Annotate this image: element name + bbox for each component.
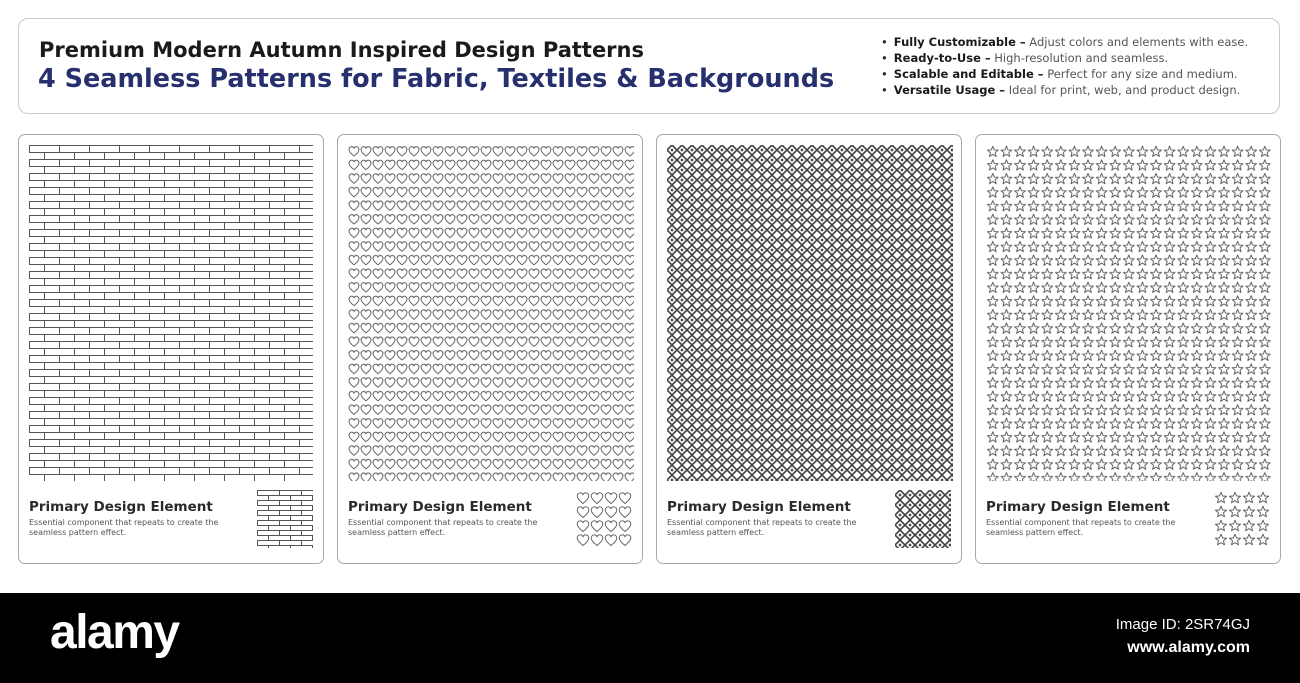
brand-logo: alamy <box>50 606 179 659</box>
diamond-lattice-pattern <box>667 145 953 481</box>
brick-pattern <box>29 145 313 481</box>
page-subtitle: 4 Seamless Patterns for Fabric, Textiles & Backgrounds <box>38 64 835 94</box>
diamond-motif-sample <box>895 490 951 548</box>
bullet-icon: • <box>881 35 888 49</box>
bullet-icon: • <box>881 83 888 97</box>
feature-text: Perfect for any size and medium. <box>1043 67 1238 81</box>
feature-list <box>881 34 1248 98</box>
feature-label: Ready-to-Use – <box>893 51 991 65</box>
pattern-card-heart[interactable] <box>337 134 643 564</box>
card-title: Primary Design Element <box>348 499 532 515</box>
feature-text: Ideal for print, web, and product design. <box>1005 83 1241 97</box>
pattern-card-brick[interactable] <box>18 134 324 564</box>
card-description: Essential component that repeats to create the seamless pattern effect. <box>986 518 1176 537</box>
card-title: Primary Design Element <box>986 499 1170 515</box>
brick-motif-sample <box>257 490 313 548</box>
feature-item <box>881 82 1248 98</box>
pattern-card-star[interactable] <box>975 134 1281 564</box>
feature-label: Fully Customizable – <box>893 35 1026 49</box>
card-description: Essential component that repeats to create the seamless pattern effect. <box>348 518 538 537</box>
watermark-footer <box>0 593 1300 683</box>
card-title: Primary Design Element <box>667 499 851 515</box>
pattern-card-diamond[interactable] <box>656 134 962 564</box>
bullet-icon: • <box>881 67 888 81</box>
star-motif-sample <box>1214 491 1270 547</box>
heart-pattern <box>348 145 634 481</box>
feature-label: Scalable and Editable – <box>893 67 1044 81</box>
feature-item <box>881 50 1248 66</box>
feature-text: Adjust colors and elements with ease. <box>1025 35 1249 49</box>
page-title: Premium Modern Autumn Inspired Design Patterns <box>39 38 644 62</box>
feature-text: High-resolution and seamless. <box>990 51 1169 65</box>
bullet-icon: • <box>881 51 888 65</box>
star-pattern <box>986 145 1272 481</box>
card-title: Primary Design Element <box>29 499 213 515</box>
image-id: Image ID: 2SR74GJ <box>1115 616 1250 633</box>
card-description: Essential component that repeats to create the seamless pattern effect. <box>29 518 219 537</box>
header-banner <box>18 18 1280 114</box>
site-url[interactable]: www.alamy.com <box>1127 639 1250 656</box>
heart-motif-sample <box>576 491 632 547</box>
feature-item <box>881 66 1248 82</box>
feature-label: Versatile Usage – <box>893 83 1006 97</box>
card-description: Essential component that repeats to create the seamless pattern effect. <box>667 518 857 537</box>
feature-item <box>881 34 1248 50</box>
